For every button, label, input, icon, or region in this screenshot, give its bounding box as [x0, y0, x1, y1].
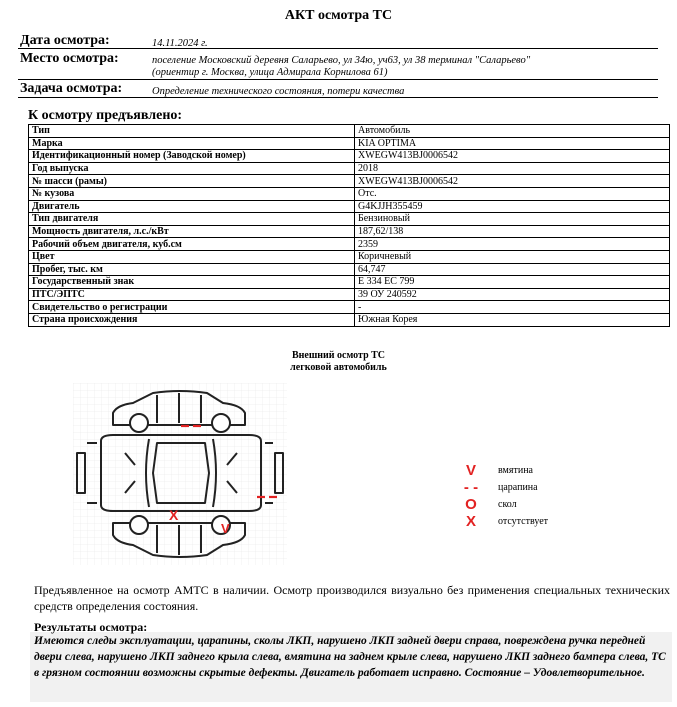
exterior-subtitle: легковой автомобиль: [290, 362, 387, 373]
place-underline: [18, 79, 658, 80]
spec-value: KIA OPTIMA: [355, 137, 670, 150]
spec-key: Свидетельство о регистрации: [29, 301, 355, 314]
spec-key: Марка: [29, 137, 355, 150]
spec-value: 39 ОУ 240592: [355, 288, 670, 301]
dent-label: вмятина: [498, 465, 533, 476]
presented-title: К осмотру предъявлено:: [28, 108, 183, 123]
spec-key: Рабочий объем двигателя, куб.см: [29, 238, 355, 251]
spec-row: [29, 276, 670, 289]
spec-value: Южная Корея: [355, 313, 670, 326]
spec-key: Идентификационный номер (Заводской номер): [29, 150, 355, 163]
spec-row: [29, 175, 670, 188]
spec-value: Автомобиль: [355, 125, 670, 138]
legend-chip: [458, 496, 608, 513]
legend-scratch: [458, 479, 608, 496]
missing-label: отсутствует: [498, 516, 549, 527]
spec-row: [29, 238, 670, 251]
spec-value: Отс.: [355, 187, 670, 200]
spec-value: XWEGW413BJ0006542: [355, 175, 670, 188]
spec-row: [29, 162, 670, 175]
legend-dent: [458, 462, 608, 479]
spec-row: [29, 301, 670, 314]
spec-row: [29, 137, 670, 150]
dent-symbol: V: [465, 462, 476, 479]
missing-symbol: X: [465, 513, 476, 530]
inspection-note: Предъявленное на осмотр АМТС в наличии. Осмотр производился визуально без применения специальных технических средств определения состояния.: [34, 583, 670, 613]
spec-value: -: [355, 301, 670, 314]
spec-row: [29, 150, 670, 163]
spec-row: [29, 213, 670, 226]
results-text: Имеются следы эксплуатации, царапины, сколы ЛКП, нарушено ЛКП задней двери справа, повреждена ручка передней двери слева, нарушено ЛКП заднего крыла слева, вмятина на заднем крыле слева, нарушено ЛКП заднего бампера слева, ТС в грязном состоянии возможны скрытые дефекты. Двигатель работает исправно. Состояние – Удовлетворительное.: [34, 635, 666, 679]
legend-missing: [458, 513, 608, 530]
task-value: Определение технического состояния, потери качества: [152, 86, 405, 97]
place-value-line-1: поселение Московский деревня Саларьево, ул 34ю, уч63, ул 38 терминал "Саларьево": [152, 55, 531, 66]
spec-key: Год выпуска: [29, 162, 355, 175]
spec-row: [29, 313, 670, 326]
place-value-line-2: (ориентир г. Москва, улица Адмирала Корнилова 61): [152, 67, 388, 78]
spec-key: ПТС/ЭПТС: [29, 288, 355, 301]
task-label: Задача осмотра:: [20, 81, 123, 96]
spec-value: 2359: [355, 238, 670, 251]
date-value: 14.11.2024 г.: [152, 38, 208, 49]
spec-key: Пробег, тыс. км: [29, 263, 355, 276]
spec-key: Страна происхождения: [29, 313, 355, 326]
scratch-symbol: - -: [463, 479, 479, 496]
car-damage-diagram: [73, 383, 287, 565]
place-label: Место осмотра:: [20, 51, 119, 66]
damage-legend: [458, 462, 608, 530]
results-title: Результаты осмотра:: [34, 620, 148, 634]
spec-key: Тип двигателя: [29, 213, 355, 226]
exterior-title: Внешний осмотр ТС: [291, 350, 386, 361]
spec-key: Цвет: [29, 250, 355, 263]
chip-label: скол: [498, 499, 517, 510]
date-label: Дата осмотра:: [20, 33, 110, 48]
mark-v-1: V: [221, 521, 230, 536]
spec-value: G4KJJH355459: [355, 200, 670, 213]
spec-row: [29, 250, 670, 263]
spec-key: № кузова: [29, 187, 355, 200]
mark-x-1: X: [169, 507, 179, 523]
spec-value: 64,747: [355, 263, 670, 276]
chip-symbol: O: [465, 496, 477, 513]
spec-value: XWEGW413BJ0006542: [355, 150, 670, 163]
spec-value: 187,62/138: [355, 225, 670, 238]
spec-row: [29, 263, 670, 276]
spec-value: 2018: [355, 162, 670, 175]
spec-row: [29, 200, 670, 213]
task-underline: [18, 97, 658, 98]
document-title: АКТ осмотра ТС: [284, 8, 393, 23]
scratch-label: царапина: [498, 482, 538, 493]
spec-key: Мощность двигателя, л.с./кВт: [29, 225, 355, 238]
spec-row: [29, 288, 670, 301]
spec-key: № шасси (рамы): [29, 175, 355, 188]
date-underline: [18, 48, 658, 49]
spec-value: Коричневый: [355, 250, 670, 263]
spec-value: Е 334 ЕС 799: [355, 276, 670, 289]
spec-row: [29, 125, 670, 138]
spec-key: Тип: [29, 125, 355, 138]
spec-row: [29, 187, 670, 200]
spec-key: Двигатель: [29, 200, 355, 213]
vehicle-spec-table: [28, 124, 670, 327]
spec-row: [29, 225, 670, 238]
spec-key: Государственный знак: [29, 276, 355, 289]
spec-value: Бензиновый: [355, 213, 670, 226]
